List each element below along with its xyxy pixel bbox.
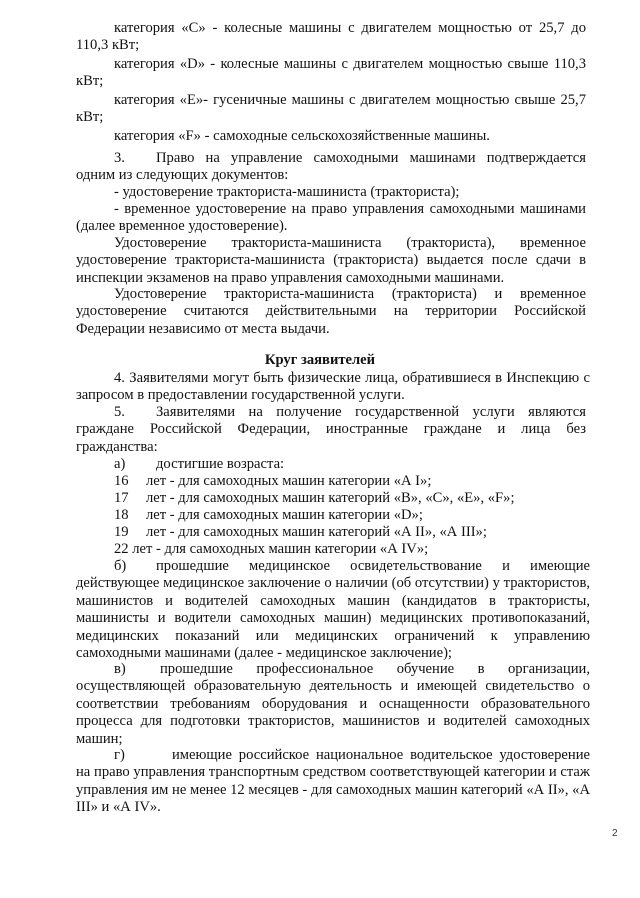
age-2-text: лет - для самоходных машин категорий «В», «С», «Е», «F»;: [146, 490, 515, 506]
category-c-paragraph: категория «С» - колесные машины с двигателем мощностью от 25,7 до 110,3 кВт;: [76, 20, 586, 54]
clause-5-text: Заявителями на получение государственной услуги являются граждане Российской Федерации, иностранные граждане и лица без гражданства:: [76, 404, 586, 455]
age-2-number: 17: [114, 490, 129, 506]
age-1-text: лет - для самоходных машин категории «А I»;: [146, 473, 432, 489]
clause-3-paragraph: [76, 150, 586, 185]
clause-3-paragraph-3: Удостоверение тракториста-машиниста (тракториста) и временное удостоверение считаются действительными на территории Российской Федерации независимо от места выдачи.: [76, 286, 586, 337]
clause-5-number: 5.: [114, 404, 125, 420]
item-a-text: достигшие возраста:: [156, 456, 285, 472]
item-a-label: а): [114, 456, 126, 472]
age-4-number: 19: [114, 524, 129, 540]
section-heading: Круг заявителей: [264, 352, 376, 368]
age-3-text: лет - для самоходных машин категории «D»;: [146, 507, 423, 523]
item-g-text: имеющие российское национальное водительское удостоверение на право управления транспортным средством соответствующей категории и стаж управления им не менее 12 месяцев - для самоходных машин категорий «А II», «А III» и «А IV».: [76, 747, 590, 816]
item-v-paragraph: [76, 661, 590, 748]
clause-5-paragraph: [76, 404, 586, 456]
age-line-5: 22 лет - для самоходных машин категории «А IV»;: [114, 541, 429, 557]
item-b-paragraph: [76, 558, 590, 662]
clause-3-number: 3.: [114, 150, 125, 166]
item-v-label: в): [114, 661, 126, 677]
category-e-paragraph: категория «Е»- гусеничные машины с двигателем мощностью свыше 25,7 кВт;: [76, 92, 586, 126]
age-line-2: [114, 490, 624, 507]
item-g-paragraph: [76, 747, 590, 817]
page-number: 2: [612, 828, 618, 839]
age-4-text: лет - для самоходных машин категорий «А II», «А III»;: [146, 524, 487, 540]
clause-3-text: Право на управление самоходными машинами подтверждается одним из следующих документов:: [76, 150, 586, 184]
item-v-text: прошедшие профессиональное обучение в организации, осуществляющей образовательную деятельность и имеющей свидетельство о соответствии требованиям оборудования и оснащенности образовательного процесса для подготовки трактористов, машинистов и водителей самоходных машин;: [76, 661, 590, 747]
clause-3-item-1: - удостоверение тракториста-машиниста (тракториста);: [114, 184, 460, 200]
item-g-label: г): [114, 747, 125, 763]
clause-3-paragraph-2: Удостоверение тракториста-машиниста (тракториста), временное удостоверение тракториста-машиниста (тракториста) выдается после сдачи в инспекции экзаменов на право управления самоходными машинами.: [76, 235, 586, 286]
item-b-text: прошедшие медицинское освидетельствование и имеющие действующее медицинское заключение о наличии (об отсутствии) у трактористов, машинистов и водителей самоходных машин (кандидатов в трактористы, машинисты и водители самоходных машин) медицинских противопоказаний, медицинских показаний или медицинских ограничений к управлению самоходными машинами (далее - медицинское заключение);: [76, 558, 590, 662]
age-line-1: [114, 473, 624, 490]
item-b-label: б): [114, 558, 127, 574]
age-line-3: [114, 507, 624, 524]
category-f-paragraph: категория «F» - самоходные сельскохозяйственные машины.: [114, 128, 490, 144]
category-d-paragraph: категория «D» - колесные машины с двигателем мощностью свыше 110,3 кВт;: [76, 56, 586, 90]
clause-3-item-2: - временное удостоверение на право управления самоходными машинами (далее временное удостоверение).: [76, 201, 586, 235]
age-line-4: [114, 524, 624, 541]
age-3-number: 18: [114, 507, 129, 523]
age-1-number: 16: [114, 473, 129, 489]
item-a-line: [114, 456, 624, 473]
clause-4-paragraph: 4. Заявителями могут быть физические лица, обратившиеся в Инспекцию с запросом в предоставлении государственной услуги.: [76, 370, 590, 404]
